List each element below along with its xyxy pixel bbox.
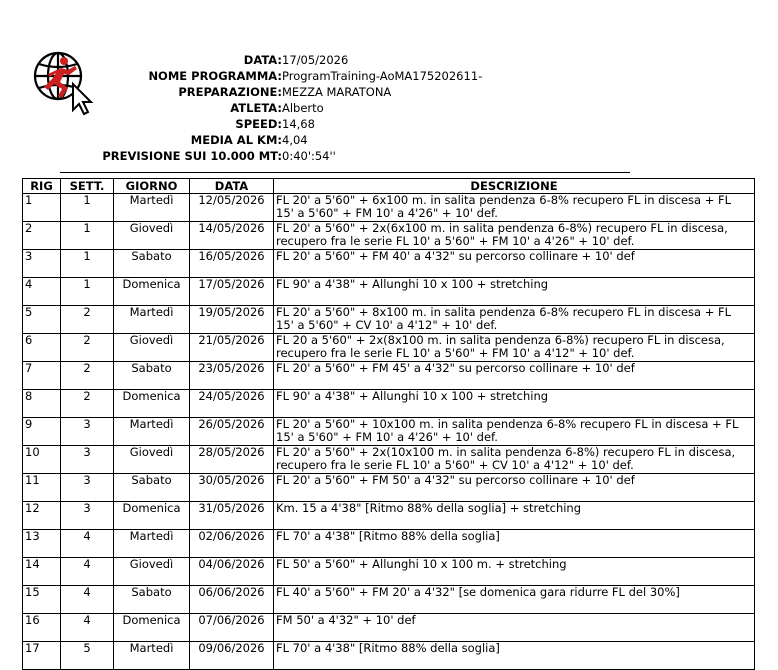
cell-rig: 9 [23,418,61,446]
program-header [60,52,540,164]
cell-descrizione: FL 40' a 5'60" + FM 20' a 4'32" [se domenica gara ridurre FL del 30%] [274,586,755,614]
cell-giorno: Martedì [114,642,190,670]
cell-data: 30/05/2026 [190,474,274,502]
table-row [23,530,755,558]
header-field-label: SPEED: [235,117,282,131]
header-field [60,116,540,132]
cell-sett: 3 [61,418,114,446]
cell-giorno: Giovedì [114,222,190,250]
cell-sett: 1 [61,250,114,278]
column-header-rig: RIG [23,179,61,194]
cell-data: 23/05/2026 [190,362,274,390]
table-row [23,278,755,306]
cell-sett: 3 [61,446,114,474]
cell-giorno: Giovedì [114,334,190,362]
cell-rig: 7 [23,362,61,390]
cell-data: 14/05/2026 [190,222,274,250]
cell-sett: 1 [61,194,114,222]
cell-data: 04/06/2026 [190,558,274,586]
cell-sett: 1 [61,278,114,306]
cell-sett: 3 [61,474,114,502]
cell-descrizione: FL 20' a 5'60" + 6x100 m. in salita pendenza 6-8% recupero FL in discesa + FL 15' a 5'60" + FM 10' a 4'26" + 10' def. [274,194,755,222]
cell-descrizione: FL 70' a 4'38" [Ritmo 88% della soglia] [274,642,755,670]
table-row [23,390,755,418]
table-row [23,446,755,474]
cell-sett: 2 [61,306,114,334]
column-header-descrizione: DESCRIZIONE [274,179,755,194]
cell-giorno: Domenica [114,278,190,306]
header-field-label: NOME PROGRAMMA: [148,69,282,83]
header-field-value: Alberto [282,101,324,115]
header-field-value: MEZZA MARATONA [282,85,392,99]
header-field-value: 14,68 [282,117,315,131]
cell-rig: 4 [23,278,61,306]
cell-descrizione: FL 20' a 5'60" + FM 40' a 4'32" su percorso collinare + 10' def [274,250,755,278]
cell-sett: 2 [61,362,114,390]
cell-rig: 10 [23,446,61,474]
table-row [23,418,755,446]
cell-giorno: Sabato [114,586,190,614]
cell-descrizione: Km. 15 a 4'38" [Ritmo 88% della soglia] + stretching [274,502,755,530]
cell-data: 21/05/2026 [190,334,274,362]
header-field [60,100,540,116]
cell-sett: 4 [61,558,114,586]
header-field [60,132,540,148]
cell-giorno: Sabato [114,362,190,390]
cell-giorno: Martedì [114,418,190,446]
table-row [23,614,755,642]
header-field [60,84,540,100]
cell-data: 06/06/2026 [190,586,274,614]
table-row [23,586,755,614]
header-field-label: MEDIA AL KM: [190,133,282,147]
cell-descrizione: FL 20' a 5'60" + FM 45' a 4'32" su percorso collinare + 10' def [274,362,755,390]
table-row [23,502,755,530]
cell-descrizione: FL 20' a 5'60" + FM 50' a 4'32" su percorso collinare + 10' def [274,474,755,502]
table-row [23,194,755,222]
cell-giorno: Domenica [114,614,190,642]
table-row [23,306,755,334]
cell-rig: 11 [23,474,61,502]
header-field-value: 4,04 [282,133,308,147]
column-header-data: DATA [190,179,274,194]
header-field-label: PREPARAZIONE: [178,85,282,99]
cell-descrizione: FL 50' a 5'60" + Allunghi 10 x 100 m. + stretching [274,558,755,586]
cell-data: 19/05/2026 [190,306,274,334]
header-field-label: DATA: [243,53,282,67]
cell-rig: 17 [23,642,61,670]
table-row [23,334,755,362]
cell-data: 07/06/2026 [190,614,274,642]
cell-sett: 4 [61,586,114,614]
cell-sett: 3 [61,502,114,530]
cell-data: 24/05/2026 [190,390,274,418]
cell-giorno: Domenica [114,502,190,530]
cell-data: 31/05/2026 [190,502,274,530]
cell-descrizione: FM 50' a 4'32" + 10' def [274,614,755,642]
cell-rig: 5 [23,306,61,334]
cell-rig: 15 [23,586,61,614]
table-row [23,362,755,390]
table-row [23,558,755,586]
table-row [23,250,755,278]
cell-rig: 14 [23,558,61,586]
cell-rig: 13 [23,530,61,558]
cell-giorno: Martedì [114,306,190,334]
cell-descrizione: FL 70' a 4'38" [Ritmo 88% della soglia] [274,530,755,558]
cell-rig: 2 [23,222,61,250]
cell-sett: 4 [61,614,114,642]
cell-sett: 4 [61,530,114,558]
header-field-label: PREVISIONE SUI 10.000 MT: [102,149,282,163]
cell-giorno: Giovedì [114,446,190,474]
header-divider [60,172,630,173]
cell-descrizione: FL 20' a 5'60" + 8x100 m. in salita pendenza 6-8% recupero FL in discesa + FL 15' a 5'60" + CV 10' a 4'12" + 10' def. [274,306,755,334]
header-field [60,68,540,84]
header-field [60,52,540,68]
table-row [23,474,755,502]
cell-data: 28/05/2026 [190,446,274,474]
cell-descrizione: FL 20 a 5'60" + 2x(8x100 m. in salita pendenza 6-8%) recupero FL in discesa, recupero fra le serie FL 10' a 5'60" + FM 10' a 4'12" + 10' def. [274,334,755,362]
header-field-value: 0:40':54'' [282,149,336,163]
cell-sett: 5 [61,642,114,670]
cell-sett: 2 [61,334,114,362]
cell-descrizione: FL 20' a 5'60" + 2x(10x100 m. in salita pendenza 6-8%) recupero FL in discesa, recupero fra le serie FL 10' a 5'60" + CV 10' a 4'12" + 10' def. [274,446,755,474]
cell-data: 16/05/2026 [190,250,274,278]
cell-descrizione: FL 20' a 5'60" + 2x(6x100 m. in salita pendenza 6-8%) recupero FL in discesa, recupero fra le serie FL 10' a 5'60" + FM 10' a 4'26" + 10' def. [274,222,755,250]
cell-rig: 16 [23,614,61,642]
cell-rig: 6 [23,334,61,362]
header-field-value: 17/05/2026 [282,53,349,67]
cell-descrizione: FL 90' a 4'38" + Allunghi 10 x 100 + stretching [274,278,755,306]
cell-data: 02/06/2026 [190,530,274,558]
cell-giorno: Sabato [114,474,190,502]
cell-data: 09/06/2026 [190,642,274,670]
cell-rig: 8 [23,390,61,418]
cell-giorno: Martedì [114,194,190,222]
table-row [23,642,755,670]
cell-sett: 2 [61,390,114,418]
cell-giorno: Giovedì [114,558,190,586]
cell-rig: 3 [23,250,61,278]
cell-data: 17/05/2026 [190,278,274,306]
cell-giorno: Martedì [114,530,190,558]
header-field [60,148,540,164]
table-row [23,222,755,250]
cell-data: 26/05/2026 [190,418,274,446]
cell-sett: 1 [61,222,114,250]
cell-rig: 12 [23,502,61,530]
cell-descrizione: FL 20' a 5'60" + 10x100 m. in salita pendenza 6-8% recupero FL in discesa + FL 15' a 5'60" + FM 10' a 4'26" + 10' def. [274,418,755,446]
cell-data: 12/05/2026 [190,194,274,222]
cell-giorno: Sabato [114,250,190,278]
cell-descrizione: FL 90' a 4'38" + Allunghi 10 x 100 + stretching [274,390,755,418]
table-header-row [23,179,755,194]
header-field-value: ProgramTraining-AoMA175202611- [282,69,483,83]
training-table [22,178,755,670]
column-header-giorno: GIORNO [114,179,190,194]
cell-giorno: Domenica [114,390,190,418]
header-field-label: ATLETA: [230,101,282,115]
column-header-sett: SETT. [61,179,114,194]
cell-rig: 1 [23,194,61,222]
